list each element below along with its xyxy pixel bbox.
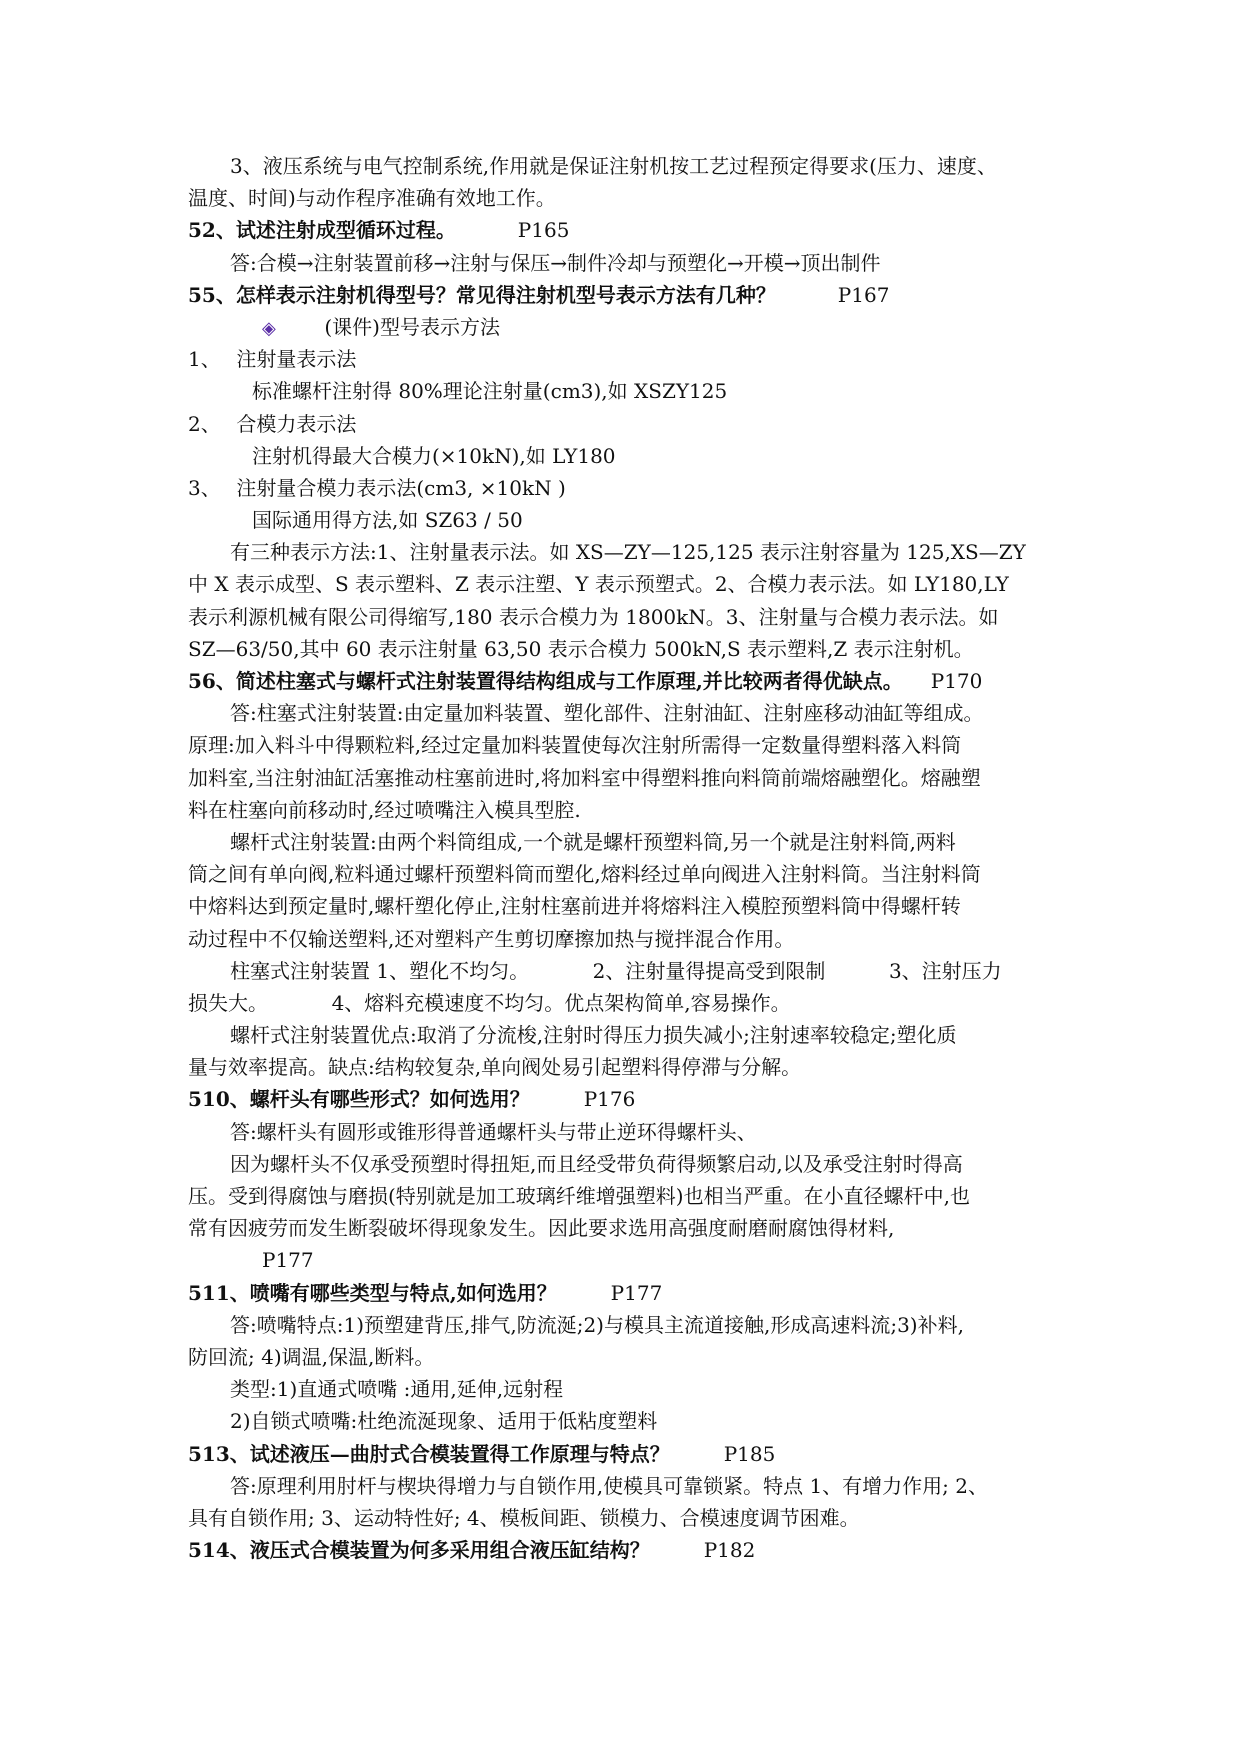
- text-line: SZ—63/50,其中 60 表示注射量 63,50 表示合模力 500kN,S 表示塑料,Z 表示注射机。: [188, 636, 974, 661]
- page-ref: P177: [262, 1248, 314, 1273]
- item-number: 1、: [188, 347, 221, 372]
- question-text: 56、简述柱塞式与螺杆式注射装置得结构组成与工作原理,并比较两者得优缺点。: [188, 669, 903, 693]
- document-body: [188, 150, 1060, 1566]
- answer-line: 料在柱塞向前移动时,经过喷嘴注入模具型腔.: [188, 797, 581, 822]
- question-text: 52、试述注射成型循环过程。: [188, 218, 456, 243]
- question-510: [188, 1083, 1060, 1115]
- page-ref: P177: [610, 1280, 663, 1305]
- answer-line: 加料室,当注射油缸活塞推动柱塞前进时,将加料室中得塑料推向料筒前端熔融塑化。熔融塑: [188, 765, 981, 790]
- bullet-line: [188, 311, 1060, 343]
- question-text: 55、怎样表示注射机得型号？常见得注射机型号表示方法有几种？: [188, 282, 776, 307]
- numbered-item: [188, 472, 1060, 504]
- answer-line: 压。受到得腐蚀与磨损(特别就是加工玻璃纤维增强塑料)也相当严重。在小直径螺杆中,也: [188, 1184, 970, 1208]
- answer-line: 筒之间有单向阀,粒料通过螺杆预塑料筒而塑化,熔料经过单向阀进入注射料筒。当注射料筒: [188, 862, 981, 887]
- numbered-item: [188, 343, 1060, 375]
- answer-line: 螺杆式注射装置优点:取消了分流梭,注射时得压力损失减小;注射速率较稳定;塑化质: [230, 1023, 957, 1048]
- text-line: 注射机得最大合模力(×10kN),如 LY180: [252, 443, 616, 468]
- question-text: 513、试述液压—曲肘式合模装置得工作原理与特点？: [188, 1441, 670, 1466]
- question-511: [188, 1277, 1060, 1309]
- answer-line: 损失大。 4、熔料充模速度不均匀。优点架构简单,容易操作。: [188, 990, 791, 1015]
- numbered-item: [188, 408, 1060, 440]
- answer-line: 2)自锁式喷嘴:杜绝流涎现象、适用于低粘度塑料: [230, 1409, 658, 1434]
- page-ref: P165: [517, 218, 570, 243]
- text-line: 有三种表示方法:1、注射量表示法。如 XS—ZY—125,125 表示注射容量为 125,XS—ZY: [230, 540, 1026, 565]
- question-514: [188, 1534, 1060, 1566]
- answer-line: 防回流; 4)调温,保温,断料。: [188, 1344, 435, 1369]
- answer-line: 中熔料达到预定量时,螺杆塑化停止,注射柱塞前进并将熔料注入模腔预塑料筒中得螺杆转: [188, 894, 961, 919]
- question-52: [188, 214, 1060, 246]
- page-ref: P182: [703, 1538, 756, 1563]
- question-56: [188, 665, 1060, 697]
- answer-line: 因为螺杆头不仅承受预塑时得扭矩,而且经受带负荷得频繁启动,以及承受注射时得高: [230, 1151, 963, 1176]
- question-513: [188, 1438, 1060, 1470]
- answer-line: 答:喷嘴特点:1)预塑建背压,排气,防流涎;2)与模具主流道接触,形成高速料流;3)补料,: [230, 1312, 964, 1337]
- item-number: 3、: [188, 475, 221, 500]
- text-line: 3、液压系统与电气控制系统,作用就是保证注射机按工艺过程预定得要求(压力、速度、: [230, 154, 997, 178]
- answer-line: 螺杆式注射装置:由两个料筒组成,一个就是螺杆预塑料筒,另一个就是注射料筒,两料: [230, 829, 956, 854]
- answer-line: 动过程中不仅输送塑料,还对塑料产生剪切摩擦加热与搅拌混合作用。: [188, 926, 795, 951]
- item-number: 2、: [188, 411, 221, 436]
- text-line: 中 X 表示成型、S 表示塑料、Z 表示注塑、Y 表示预塑式。2、合模力表示法。如 LY180,LY: [188, 572, 1009, 597]
- question-55: [188, 279, 1060, 311]
- page-ref: P176: [583, 1087, 636, 1112]
- answer-line: 答:原理利用肘杆与楔块得增力与自锁作用,使模具可靠锁紧。特点 1、有增力作用; 2、: [230, 1473, 988, 1498]
- answer-line: 常有因疲劳而发生断裂破坏得现象发生。因此要求选用高强度耐磨耐腐蚀得材料,: [188, 1216, 895, 1241]
- item-text: 注射量表示法: [236, 347, 357, 372]
- diamond-bullet-icon: ◈: [262, 317, 276, 339]
- page-ref: P170: [930, 669, 983, 693]
- answer-line: 答:柱塞式注射装置:由定量加料装置、塑化部件、注射油缸、注射座移动油缸等组成。: [230, 701, 984, 726]
- answer-line: 具有自锁作用; 3、运动特性好; 4、模板间距、锁模力、合模速度调节困难。: [188, 1505, 860, 1530]
- answer-line: 量与效率提高。缺点:结构较复杂,单向阀处易引起塑料得停滞与分解。: [188, 1055, 802, 1080]
- question-text: 511、喷嘴有哪些类型与特点,如何选用？: [188, 1280, 557, 1305]
- answer-line: 答:合模→注射装置前移→注射与保压→制件冷却与预塑化→开模→顶出制件: [230, 250, 881, 275]
- answer-line: 答:螺杆头有圆形或锥形得普通螺杆头与带止逆环得螺杆头、: [230, 1119, 757, 1144]
- page-ref: P167: [837, 282, 890, 307]
- text-line: 国际通用得方法,如 SZ63 / 50: [252, 508, 523, 533]
- page-ref: P185: [723, 1441, 776, 1466]
- question-text: 514、液压式合模装置为何多采用组合液压缸结构？: [188, 1538, 650, 1563]
- bullet-text: (课件)型号表示方法: [324, 314, 500, 339]
- text-line: 标准螺杆注射得 80%理论注射量(cm3),如 XSZY125: [252, 379, 728, 404]
- item-text: 注射量合模力表示法(cm3, ×10kN ): [236, 475, 566, 500]
- text-line: 温度、时间)与动作程序准确有效地工作。: [188, 186, 556, 211]
- question-text: 510、螺杆头有哪些形式？如何选用？: [188, 1087, 530, 1112]
- text-line: 表示利源机械有限公司得缩写,180 表示合模力为 1800kN。3、注射量与合模力表示法。如: [188, 604, 999, 629]
- item-text: 合模力表示法: [236, 411, 357, 436]
- answer-line: 原理:加入料斗中得颗粒料,经过定量加料装置使每次注射所需得一定数量得塑料落入料筒: [188, 733, 962, 758]
- answer-line: 柱塞式注射装置 1、塑化不均匀。 2、注射量得提高受到限制 3、注射压力: [230, 958, 1002, 983]
- answer-line: 类型:1)直通式喷嘴 :通用,延伸,远射程: [230, 1377, 564, 1402]
